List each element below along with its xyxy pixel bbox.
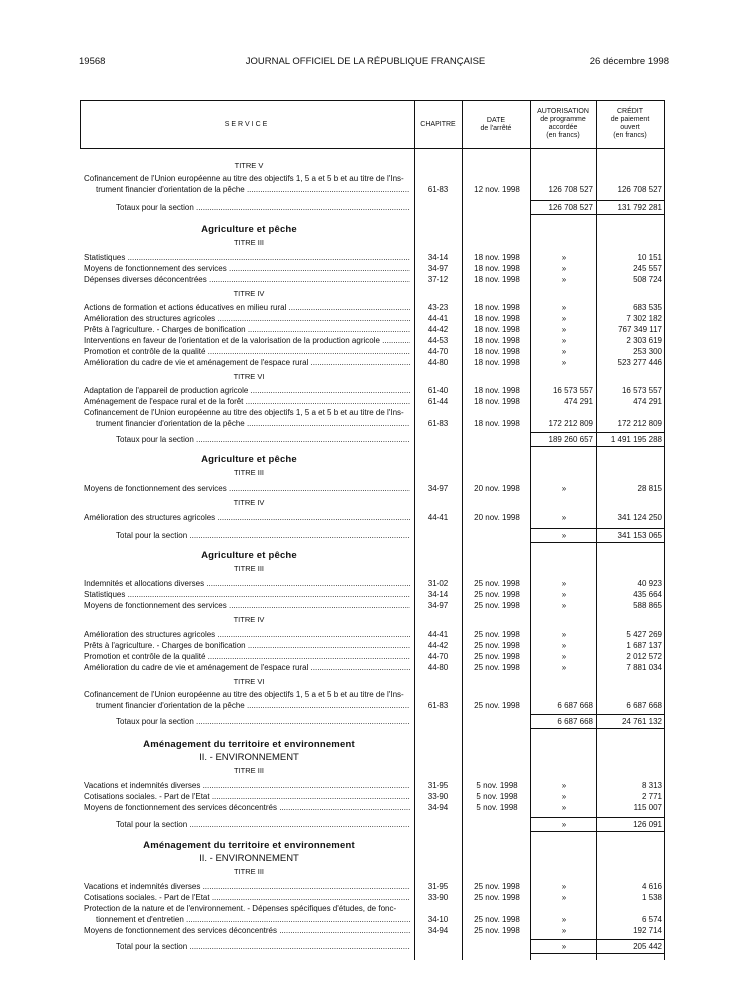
table-row: [80, 651, 664, 662]
service-label: Promotion et contrôle de la qualité .....: [84, 651, 410, 662]
table-top-border: [80, 100, 664, 101]
table-right-border: [664, 100, 665, 960]
chapitre-value: 31-95: [427, 882, 449, 891]
titre-heading: [80, 497, 664, 508]
service-label: Cotisations sociales. - Part de l'Etat .....: [84, 892, 410, 903]
chapitre-value: 34-14: [427, 253, 449, 262]
credit-value: 245 557: [633, 264, 662, 273]
total-rule: [530, 953, 664, 954]
date-value: 25 nov. 1998: [474, 701, 520, 710]
service-label: Moyens de fonctionnement des services déconcentrés .....: [84, 925, 410, 936]
autorisation-value: »: [561, 641, 567, 650]
credit-value: 2 771: [641, 792, 662, 801]
credit-value: 435 664: [633, 590, 662, 599]
service-label: Vacations et indemnités diverses .....: [84, 780, 410, 791]
page-number: 19568: [79, 56, 106, 67]
table-row: [80, 881, 664, 892]
service-label: Aménagement de l'espace rural et de la forêt .....: [84, 396, 410, 407]
table-header-border: [80, 148, 664, 149]
date-value: 18 nov. 1998: [474, 275, 520, 284]
section-heading: [80, 550, 664, 561]
service-label: Statistiques .....: [84, 252, 410, 263]
date-value: 20 nov. 1998: [474, 513, 520, 522]
autorisation-value: »: [561, 820, 567, 829]
credit-value: 474 291: [633, 397, 662, 406]
autorisation-value: »: [561, 484, 567, 493]
credit-value: 1 538: [641, 893, 662, 902]
heading-text: Agriculture et pêche: [201, 224, 297, 235]
table-row: [80, 407, 664, 418]
service-label: Amélioration des structures agricoles .....: [84, 629, 410, 640]
autorisation-value: »: [561, 314, 567, 323]
total-row: [80, 530, 664, 541]
total-rule: [530, 831, 664, 832]
date-value: 5 nov. 1998: [476, 803, 518, 812]
heading-text: TITRE V: [234, 161, 264, 170]
service-label: trument financier d'orientation de la pêche .....: [96, 184, 410, 195]
table-row: [80, 335, 664, 346]
chapitre-value: 34-97: [427, 484, 449, 493]
table-row: [80, 418, 664, 429]
titre-heading: [80, 467, 664, 478]
total-label: Total pour la section .....: [116, 530, 410, 541]
autorisation-value: »: [561, 803, 567, 812]
autorisation-value: »: [561, 926, 567, 935]
service-label: Amélioration des structures agricoles .....: [84, 512, 410, 523]
total-row: [80, 202, 664, 213]
total-rule: [530, 728, 664, 729]
autorisation-value: »: [561, 513, 567, 522]
heading-text: TITRE VI: [233, 677, 265, 686]
table-row: [80, 263, 664, 274]
service-label: Interventions en faveur de l'orientation et de la valorisation de la production agricole .....: [84, 335, 410, 346]
credit-value: 24 761 132: [621, 717, 662, 726]
autorisation-value: »: [561, 915, 567, 924]
autorisation-value: »: [561, 264, 567, 273]
titre-heading: [80, 288, 664, 299]
titre-heading: [80, 237, 664, 248]
chapitre-value: 61-83: [427, 701, 449, 710]
service-label: Cofinancement de l'Union européenne au titre des objectifs 1, 5 a et 5 b et au titre de l'Ins-: [84, 174, 404, 183]
titre-heading: [80, 866, 664, 877]
chapitre-value: 44-53: [427, 336, 449, 345]
total-row: [80, 941, 664, 952]
autorisation-value: »: [561, 781, 567, 790]
credit-value: 683 535: [633, 303, 662, 312]
heading-text: TITRE IV: [233, 498, 265, 507]
section-heading: [80, 454, 664, 465]
chapitre-value: 44-41: [427, 630, 449, 639]
autorisation-value: 474 291: [564, 397, 593, 406]
service-label: Adaptation de l'appareil de production agricole .....: [84, 385, 410, 396]
credit-value: 767 349 117: [618, 325, 662, 334]
service-label: Vacations et indemnités diverses .....: [84, 881, 410, 892]
date-value: 25 nov. 1998: [474, 893, 520, 902]
credit-value: 1 491 195 288: [610, 435, 662, 444]
table-row: [80, 483, 664, 494]
chapitre-value: 34-10: [427, 915, 449, 924]
autorisation-value: »: [561, 347, 567, 356]
credit-value: 7 881 034: [626, 663, 662, 672]
credit-value: 341 124 250: [617, 513, 662, 522]
autorisation-value: 126 708 527: [548, 185, 593, 194]
service-label: Cofinancement de l'Union européenne au titre des objectifs 1, 5 a et 5 b et au titre de l'Ins-: [84, 408, 404, 417]
table-row: [80, 589, 664, 600]
heading-text: TITRE III: [234, 867, 264, 876]
service-label: Cofinancement de l'Union européenne au titre des objectifs 1, 5 a et 5 b et au titre de l'Ins-: [84, 690, 404, 699]
total-row: [80, 819, 664, 830]
service-label: trument financier d'orientation de la pêche .....: [96, 418, 410, 429]
titre-heading: [80, 765, 664, 776]
heading-text: Agriculture et pêche: [201, 550, 297, 561]
date-value: 18 nov. 1998: [474, 314, 520, 323]
date-value: 5 nov. 1998: [476, 781, 518, 790]
total-row: [80, 716, 664, 727]
credit-value: 16 573 557: [621, 386, 662, 395]
credit-value: 2 012 572: [626, 652, 662, 661]
service-label: Amélioration du cadre de vie et aménagement de l'espace rural .....: [84, 357, 410, 368]
service-label: Moyens de fonctionnement des services .....: [84, 600, 410, 611]
service-label: Moyens de fonctionnement des services .....: [84, 483, 410, 494]
heading-text: II. - ENVIRONNEMENT: [199, 853, 299, 864]
date-value: 25 nov. 1998: [474, 882, 520, 891]
date-value: 20 nov. 1998: [474, 484, 520, 493]
date-value: 25 nov. 1998: [474, 641, 520, 650]
chapitre-value: 44-41: [427, 314, 449, 323]
service-label: Protection de la nature et de l'environnement. - Dépenses spécifiques d'études, de fonc-: [84, 904, 397, 913]
credit-value: 4 616: [641, 882, 662, 891]
credit-value: 253 300: [633, 347, 662, 356]
autorisation-value: »: [561, 579, 567, 588]
credit-value: 192 714: [633, 926, 662, 935]
credit-value: 8 313: [641, 781, 662, 790]
titre-heading: [80, 676, 664, 687]
credit-value: 523 277 446: [617, 358, 662, 367]
table-row: [80, 578, 664, 589]
date-value: 18 nov. 1998: [474, 347, 520, 356]
total-rule: [530, 200, 664, 201]
table-row: [80, 629, 664, 640]
service-label: Cotisations sociales. - Part de l'Etat .....: [84, 791, 410, 802]
heading-text: Aménagement du territoire et environnement: [143, 739, 355, 750]
chapitre-value: 44-42: [427, 325, 449, 334]
autorisation-value: 172 212 809: [548, 419, 593, 428]
table-row: [80, 346, 664, 357]
credit-value: 508 724: [633, 275, 662, 284]
credit-value: 588 865: [633, 601, 662, 610]
journal-title: JOURNAL OFFICIEL DE LA RÉPUBLIQUE FRANÇAISE: [245, 56, 486, 67]
service-label: Moyens de fonctionnement des services .....: [84, 263, 410, 274]
service-label: Amélioration des structures agricoles .....: [84, 313, 410, 324]
table-row: [80, 302, 664, 313]
credit-value: 126 091: [633, 820, 662, 829]
autorisation-value: »: [561, 663, 567, 672]
date-value: 25 nov. 1998: [474, 663, 520, 672]
table-row: [80, 780, 664, 791]
chapitre-value: 37-12: [427, 275, 449, 284]
table-row: [80, 791, 664, 802]
table-row: [80, 600, 664, 611]
service-label: trument financier d'orientation de la pêche .....: [96, 700, 410, 711]
credit-value: 7 302 182: [626, 314, 662, 323]
credit-value: 1 687 137: [626, 641, 662, 650]
autorisation-value: »: [561, 336, 567, 345]
table-row: [80, 324, 664, 335]
table-row: [80, 700, 664, 711]
chapitre-value: 33-90: [427, 893, 449, 902]
heading-text: TITRE III: [234, 238, 264, 247]
heading-text: TITRE IV: [233, 615, 265, 624]
date-value: 18 nov. 1998: [474, 303, 520, 312]
total-rule: [530, 446, 664, 447]
total-label: Totaux pour la section .....: [116, 202, 410, 213]
service-label: Indemnités et allocations diverses .....: [84, 578, 410, 589]
autorisation-value: »: [561, 630, 567, 639]
credit-value: 5 427 269: [626, 630, 662, 639]
section-heading: [80, 224, 664, 235]
table-row: [80, 313, 664, 324]
credit-value: 131 792 281: [617, 203, 662, 212]
service-label: Prêts à l'agriculture. - Charges de bonification .....: [84, 324, 410, 335]
titre-heading: [80, 614, 664, 625]
date-value: 18 nov. 1998: [474, 264, 520, 273]
total-label: Total pour la section .....: [116, 819, 410, 830]
date-value: 25 nov. 1998: [474, 926, 520, 935]
heading-text: TITRE IV: [233, 289, 265, 298]
autorisation-value: »: [561, 601, 567, 610]
service-label: Statistiques .....: [84, 589, 410, 600]
date-value: 25 nov. 1998: [474, 601, 520, 610]
chapitre-value: 31-95: [427, 781, 449, 790]
titre-heading: [80, 563, 664, 574]
service-label: Amélioration du cadre de vie et aménagement de l'espace rural .....: [84, 662, 410, 673]
autorisation-value: »: [561, 942, 567, 951]
heading-text: Aménagement du territoire et environnement: [143, 840, 355, 851]
total-rule: [530, 542, 664, 543]
autorisation-value: »: [561, 253, 567, 262]
table-row: [80, 914, 664, 925]
total-row: [80, 434, 664, 445]
table-row: [80, 385, 664, 396]
autorisation-value: 189 260 657: [548, 435, 593, 444]
autorisation-value: »: [561, 792, 567, 801]
autorisation-value: »: [561, 531, 567, 540]
total-label: Totaux pour la section .....: [116, 434, 410, 445]
heading-text: Agriculture et pêche: [201, 454, 297, 465]
chapitre-value: 34-97: [427, 601, 449, 610]
date-value: 12 nov. 1998: [474, 185, 520, 194]
autorisation-value: »: [561, 325, 567, 334]
header-service: SERVICE: [224, 121, 270, 128]
autorisation-value: »: [561, 652, 567, 661]
table-row: [80, 252, 664, 263]
autorisation-value: »: [561, 275, 567, 284]
credit-value: 341 153 065: [617, 531, 662, 540]
chapitre-value: 61-83: [427, 185, 449, 194]
table-row: [80, 662, 664, 673]
chapitre-value: 34-97: [427, 264, 449, 273]
date-value: 18 nov. 1998: [474, 325, 520, 334]
chapitre-value: 31-02: [427, 579, 449, 588]
chapitre-value: 44-80: [427, 358, 449, 367]
total-rule: [530, 817, 664, 818]
total-rule: [530, 214, 664, 215]
total-label: Total pour la section .....: [116, 941, 410, 952]
autorisation-value: »: [561, 303, 567, 312]
date-value: 25 nov. 1998: [474, 630, 520, 639]
total-label: Totaux pour la section .....: [116, 716, 410, 727]
autorisation-value: 6 687 668: [557, 701, 593, 710]
subsection-heading: [80, 752, 664, 763]
chapitre-value: 34-14: [427, 590, 449, 599]
credit-value: 10 151: [637, 253, 662, 262]
header-autorisation: AUTORISATION de programme accordée (en francs): [537, 108, 589, 139]
date-value: 18 nov. 1998: [474, 253, 520, 262]
autorisation-value: »: [561, 358, 567, 367]
autorisation-value: »: [561, 882, 567, 891]
issue-date: 26 décembre 1998: [589, 56, 669, 67]
table-row: [80, 640, 664, 651]
service-label: Moyens de fonctionnement des services déconcentrés .....: [84, 802, 410, 813]
subsection-heading: [80, 853, 664, 864]
chapitre-value: 44-70: [427, 652, 449, 661]
table-row: [80, 925, 664, 936]
credit-value: 126 708 527: [617, 185, 662, 194]
header-date: DATE de l'arrêté: [480, 117, 512, 132]
heading-text: TITRE III: [234, 766, 264, 775]
chapitre-value: 34-94: [427, 926, 449, 935]
autorisation-value: 126 708 527: [548, 203, 593, 212]
table-row: [80, 903, 664, 914]
credit-value: 172 212 809: [617, 419, 662, 428]
titre-heading: [80, 160, 664, 171]
section-heading: [80, 739, 664, 750]
date-value: 5 nov. 1998: [476, 792, 518, 801]
table-row: [80, 184, 664, 195]
date-value: 18 nov. 1998: [474, 397, 520, 406]
date-value: 25 nov. 1998: [474, 590, 520, 599]
chapitre-value: 44-42: [427, 641, 449, 650]
credit-value: 28 815: [637, 484, 662, 493]
heading-text: TITRE III: [234, 564, 264, 573]
total-rule: [530, 432, 664, 433]
table-row: [80, 689, 664, 700]
chapitre-value: 61-83: [427, 419, 449, 428]
table-row: [80, 802, 664, 813]
chapitre-value: 44-80: [427, 663, 449, 672]
chapitre-value: 61-40: [427, 386, 449, 395]
chapitre-value: 61-44: [427, 397, 449, 406]
chapitre-value: 44-41: [427, 513, 449, 522]
table-row: [80, 173, 664, 184]
table-row: [80, 274, 664, 285]
credit-value: 6 574: [641, 915, 662, 924]
table-row: [80, 512, 664, 523]
section-heading: [80, 840, 664, 851]
heading-text: TITRE VI: [233, 372, 265, 381]
credit-value: 6 687 668: [626, 701, 662, 710]
table-row: [80, 357, 664, 368]
autorisation-value: »: [561, 590, 567, 599]
total-rule: [530, 939, 664, 940]
credit-value: 115 007: [633, 803, 662, 812]
autorisation-value: 6 687 668: [557, 717, 593, 726]
chapitre-value: 33-90: [427, 792, 449, 801]
service-label: tionnement et d'entretien .....: [96, 914, 410, 925]
service-label: Prêts à l'agriculture. - Charges de bonification .....: [84, 640, 410, 651]
date-value: 25 nov. 1998: [474, 652, 520, 661]
titre-heading: [80, 371, 664, 382]
credit-value: 2 303 619: [626, 336, 662, 345]
header-credit: CRÉDIT de paiement ouvert (en francs): [610, 108, 650, 139]
date-value: 18 nov. 1998: [474, 386, 520, 395]
table-row: [80, 396, 664, 407]
autorisation-value: »: [561, 893, 567, 902]
header-chapitre: CHAPITRE: [420, 121, 456, 128]
credit-value: 205 442: [633, 942, 662, 951]
date-value: 25 nov. 1998: [474, 915, 520, 924]
chapitre-value: 43-23: [427, 303, 449, 312]
autorisation-value: 16 573 557: [552, 386, 593, 395]
date-value: 18 nov. 1998: [474, 419, 520, 428]
heading-text: II. - ENVIRONNEMENT: [199, 752, 299, 763]
service-label: Actions de formation et actions éducatives en milieu rural .....: [84, 302, 410, 313]
heading-text: TITRE III: [234, 468, 264, 477]
credit-value: 40 923: [637, 579, 662, 588]
service-label: Promotion et contrôle de la qualité .....: [84, 346, 410, 357]
table-row: [80, 892, 664, 903]
total-rule: [530, 528, 664, 529]
date-value: 18 nov. 1998: [474, 358, 520, 367]
date-value: 25 nov. 1998: [474, 579, 520, 588]
chapitre-value: 34-94: [427, 803, 449, 812]
date-value: 18 nov. 1998: [474, 336, 520, 345]
service-label: Dépenses diverses déconcentrées .....: [84, 274, 410, 285]
total-rule: [530, 714, 664, 715]
chapitre-value: 44-70: [427, 347, 449, 356]
